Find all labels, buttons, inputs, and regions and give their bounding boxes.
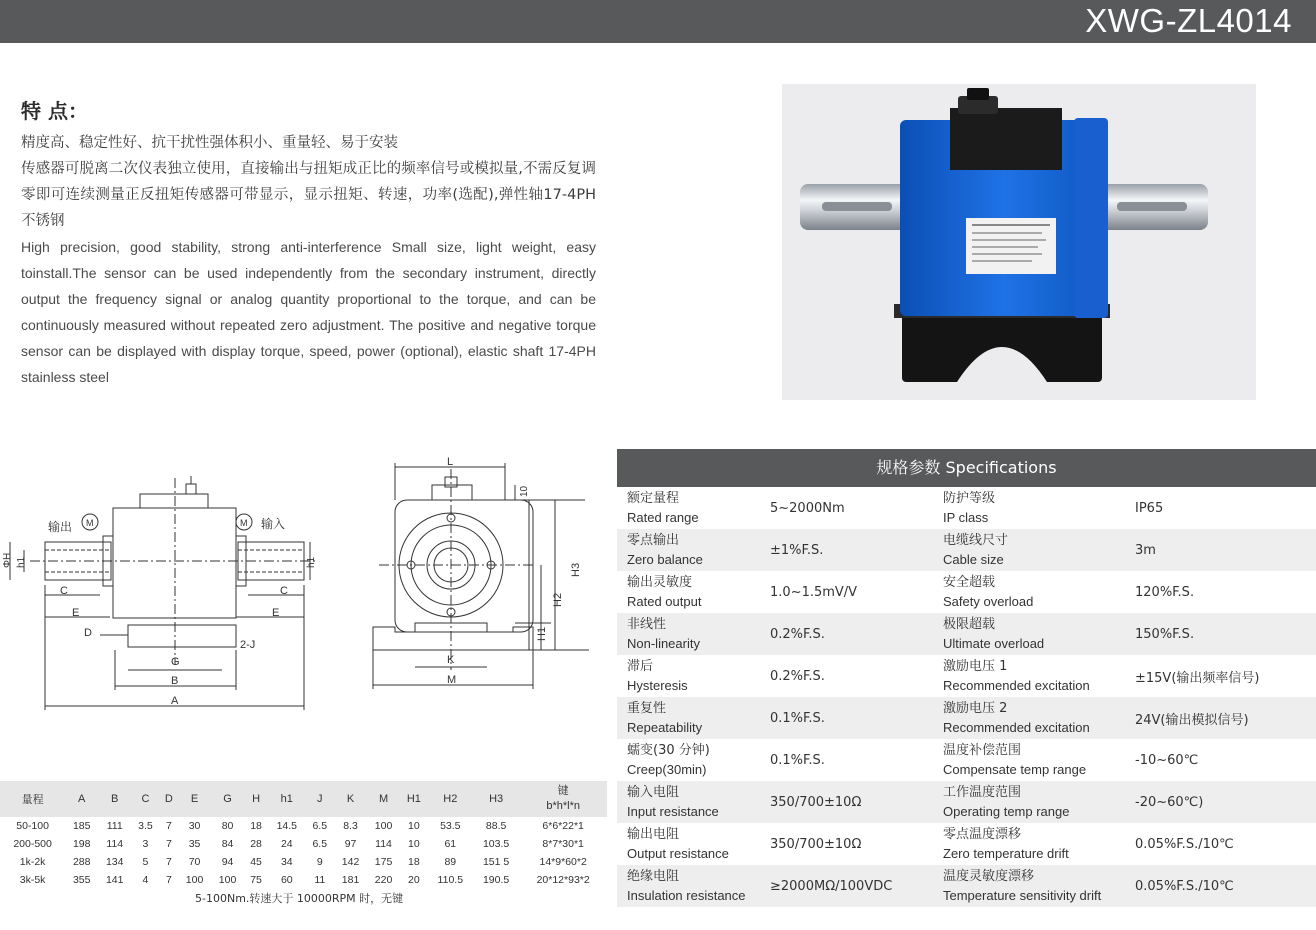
dim-col-B: B: [98, 781, 131, 817]
spec-value: 24V(输出模拟信号): [1135, 712, 1249, 728]
spec-value: 0.1%F.S.: [770, 710, 825, 726]
dim-col-H2: H2: [428, 781, 473, 817]
spec-value: ≥2000MΩ/100VDC: [770, 878, 893, 894]
table-cell: 200-500: [13, 838, 52, 850]
dim-col-M: M: [367, 781, 400, 817]
table-cell: 34: [280, 856, 293, 868]
spec-label: [933, 613, 1135, 655]
output-label: 输出: [48, 520, 73, 534]
dim-L: L: [447, 456, 454, 468]
table-cell: 20: [408, 874, 420, 886]
table-cell: 110.5: [437, 874, 464, 886]
spec-label: [617, 823, 770, 865]
table-cell: 7: [165, 856, 172, 868]
spec-label: [933, 529, 1135, 571]
spec-value: 350/700±10Ω: [770, 794, 862, 810]
spec-value: 0.1%F.S.: [770, 752, 825, 768]
spec-row: [617, 613, 1316, 655]
dim-col-H3: H3: [473, 781, 519, 817]
dim-H2: H2: [552, 592, 564, 607]
spec-value: ±1%F.S.: [770, 542, 824, 558]
features-cn-line: 精度高、稳定性好、抗干扰性强体积小、重量轻、易于安装: [21, 135, 398, 151]
table-cell: 35: [188, 838, 201, 850]
spec-label-cn: 滞后: [627, 659, 654, 674]
dim-10: 10: [519, 485, 530, 497]
table-cell: 134: [105, 856, 124, 868]
spec-label-en: Input resistance: [627, 804, 719, 819]
spec-label: [933, 865, 1135, 907]
spec-value: -10~60℃: [1135, 752, 1199, 768]
spec-label-cn: 蠕变(30 分钟): [627, 743, 710, 758]
dim-col-A: A: [65, 781, 98, 817]
spec-label-en: Temperature sensitivity drift: [943, 888, 1102, 903]
spec-value-cell: [770, 865, 933, 907]
spec-label-cn: 安全超载: [943, 575, 996, 590]
spec-value: 0.2%F.S.: [770, 668, 825, 684]
table-cell: 88.5: [485, 820, 507, 832]
specifications-table: [617, 487, 1316, 907]
table-cell: 7: [165, 874, 172, 886]
spec-label-en: Recommended excitation: [943, 678, 1090, 693]
spec-row: [617, 781, 1316, 823]
dim-col-H1: H1: [400, 781, 428, 817]
dim-key-subheader: b*h*l*n: [546, 800, 580, 812]
table-cell: 3.5: [138, 820, 153, 832]
spec-label: [617, 655, 770, 697]
spec-row: [617, 529, 1316, 571]
spec-value-cell: [1135, 571, 1316, 613]
spec-value: 150%F.S.: [1135, 626, 1195, 642]
table-row: [0, 835, 607, 853]
spec-label: [933, 823, 1135, 865]
spec-label: [617, 865, 770, 907]
spec-label-cn: 零点温度漂移: [943, 827, 1022, 842]
table-cell: 181: [341, 874, 360, 886]
table-cell: 24: [280, 838, 293, 850]
spec-label-cn: 激励电压 1: [943, 659, 1008, 674]
spec-label: [933, 739, 1135, 781]
spec-row: [617, 655, 1316, 697]
spec-value-cell: [770, 571, 933, 613]
table-cell: 6*6*22*1: [542, 820, 584, 832]
dim-H1: H1: [536, 626, 548, 641]
svg-text:M: M: [240, 518, 248, 528]
table-cell: 100: [218, 874, 237, 886]
table-cell: 114: [375, 838, 392, 850]
dim-col-range: 量程: [0, 781, 65, 817]
spec-label-en: Creep(30min): [627, 762, 707, 777]
table-cell: 141: [105, 874, 124, 886]
dim-A: A: [171, 695, 179, 707]
table-cell: 6.5: [312, 838, 328, 850]
spec-label-cn: 防护等级: [943, 491, 996, 506]
spec-label-cn: 额定量程: [627, 491, 680, 506]
spec-value: 0.05%F.S./10℃: [1135, 836, 1234, 852]
table-cell: 11: [314, 874, 326, 886]
spec-label-en: Safety overload: [943, 594, 1034, 609]
table-cell: 28: [250, 838, 262, 850]
spec-label-cn: 重复性: [627, 701, 667, 716]
spec-value: 1.0~1.5mV/V: [770, 584, 858, 600]
spec-value-cell: [1135, 739, 1316, 781]
spec-label-en: Rated output: [627, 594, 702, 609]
spec-value: 3m: [1135, 542, 1156, 558]
table-cell: 111: [106, 820, 123, 832]
spec-row: [617, 697, 1316, 739]
table-cell: 4: [142, 874, 149, 886]
input-label: 输入: [261, 517, 286, 531]
dim-col-G: G: [211, 781, 244, 817]
spec-label-cn: 输出灵敏度: [627, 575, 693, 590]
table-cell: 175: [374, 856, 393, 868]
spec-label-en: Rated range: [627, 510, 699, 525]
spec-value: 350/700±10Ω: [770, 836, 862, 852]
spec-value-cell: [1135, 823, 1316, 865]
spec-value-cell: [770, 655, 933, 697]
spec-label-en: Hysteresis: [627, 678, 688, 693]
spec-value-cell: [770, 823, 933, 865]
table-cell: 1k-2k: [19, 856, 46, 868]
spec-value-cell: [1135, 655, 1316, 697]
table-cell: 3: [142, 838, 149, 850]
spec-label: [933, 487, 1135, 529]
spec-row: [617, 865, 1316, 907]
table-cell: 50-100: [16, 820, 49, 832]
dim-col-E: E: [178, 781, 211, 817]
spec-value-cell: [770, 487, 933, 529]
spec-value-cell: [1135, 529, 1316, 571]
spec-label-en: Zero temperature drift: [943, 846, 1069, 861]
spec-label: [617, 739, 770, 781]
table-cell: 6.5: [312, 820, 328, 832]
table-cell: 45: [250, 856, 262, 868]
table-cell: 5: [142, 856, 149, 868]
spec-label-cn: 输出电阻: [627, 827, 680, 842]
spec-label: [617, 697, 770, 739]
table-cell: 190.5: [482, 874, 510, 886]
table-cell: 70: [188, 856, 201, 868]
table-cell: 10: [408, 838, 420, 850]
dim-E-right: E: [272, 607, 280, 619]
spec-label-en: Compensate temp range: [943, 762, 1087, 777]
spec-row: [617, 739, 1316, 781]
table-cell: 10: [408, 820, 420, 832]
spec-label-cn: 输入电阻: [627, 785, 680, 800]
spec-label: [617, 571, 770, 613]
spec-value: 0.2%F.S.: [770, 626, 825, 642]
spec-label: [617, 781, 770, 823]
spec-value: 5~2000Nm: [770, 500, 845, 516]
model-number: XWG-ZL4014: [1085, 2, 1292, 39]
dim-C-right: C: [280, 585, 288, 597]
spec-label-en: Operating temp range: [943, 804, 1070, 819]
table-cell: 53.5: [440, 820, 461, 832]
table-cell: 185: [72, 820, 91, 832]
spec-label: [933, 697, 1135, 739]
dim-col-C: C: [131, 781, 160, 817]
spec-label-cn: 绝缘电阻: [627, 869, 680, 884]
spec-label: [617, 487, 770, 529]
table-cell: 8*7*30*1: [542, 838, 584, 850]
table-cell: 142: [341, 856, 360, 868]
dimension-note: 5-100Nm.转速大于 10000RPM 时，无键: [195, 892, 404, 905]
dim-col-J: J: [306, 781, 335, 817]
dim-C-left: C: [60, 585, 68, 597]
spec-label-en: IP class: [943, 510, 989, 525]
spec-label: [933, 781, 1135, 823]
dim-col-H: H: [244, 781, 268, 817]
dim-col-K: K: [334, 781, 367, 817]
spec-value: -20~60℃): [1135, 794, 1204, 810]
dim-H3: H3: [570, 562, 582, 577]
spec-value-cell: [770, 613, 933, 655]
spec-label: [933, 571, 1135, 613]
spec-value-cell: [770, 529, 933, 571]
table-row: [0, 853, 607, 871]
spec-row: [617, 823, 1316, 865]
table-cell: 8.3: [343, 820, 358, 832]
dimension-header-row: [0, 781, 607, 817]
table-cell: 103.5: [482, 838, 510, 850]
spec-label-en: Cable size: [943, 552, 1004, 567]
table-cell: 288: [72, 856, 91, 868]
spec-value-cell: [770, 697, 933, 739]
spec-label-cn: 极限超载: [943, 617, 996, 632]
dim-col-h1: h1: [268, 781, 305, 817]
dim-B: B: [171, 675, 179, 687]
spec-value: IP65: [1135, 500, 1164, 516]
spec-label-en: Recommended excitation: [943, 720, 1090, 735]
spec-label-cn: 温度补偿范围: [943, 743, 1022, 758]
table-cell: 18: [250, 820, 262, 832]
spec-value: ±15V(输出频率信号): [1135, 670, 1260, 686]
dimension-table: [0, 781, 607, 889]
spec-label: [617, 613, 770, 655]
table-cell: 18: [408, 856, 420, 868]
table-cell: 7: [165, 838, 172, 850]
side-view-drawing: [0, 470, 320, 715]
spec-value-cell: [1135, 697, 1316, 739]
table-cell: 3k-5k: [19, 874, 46, 886]
table-cell: 61: [444, 838, 457, 850]
table-row: [0, 871, 607, 889]
table-cell: 100: [374, 820, 393, 832]
spec-label: [617, 529, 770, 571]
spec-label-en: Ultimate overload: [943, 636, 1045, 651]
spec-label-en: Zero balance: [627, 552, 703, 567]
dimension-table-body: [0, 817, 607, 889]
dim-K: K: [447, 654, 455, 666]
spec-value-cell: [1135, 781, 1316, 823]
table-cell: 60: [280, 874, 293, 886]
features-cn-line: 传感器可脱离二次仪表独立使用，直接输出与扭矩成正比的频率信号或模拟量,不需反复调零即可连续测量正反扭矩传感器可带显示，显示扭矩、转速，功率(选配),弹性轴17-4PH不锈钢: [21, 161, 596, 229]
table-cell: 84: [221, 838, 234, 850]
spec-label-en: Insulation resistance: [627, 888, 746, 903]
front-view-drawing: [365, 455, 595, 695]
dim-2J: 2-J: [240, 639, 256, 651]
product-photo: [782, 84, 1256, 400]
table-row: [0, 817, 607, 835]
table-cell: 220: [374, 874, 393, 886]
spec-label: [933, 655, 1135, 697]
spec-label-cn: 非线性: [627, 617, 667, 632]
dim-col-D: D: [160, 781, 178, 817]
spec-value-cell: [1135, 865, 1316, 907]
torque-sensor-illustration: [782, 84, 1256, 400]
spec-value-cell: [770, 739, 933, 781]
features-english: High precision, good stability, strong anti-interference Small size, light weight, easy toinstall.The sensor can be used independently from the secondary instrument, directly output the frequency signal or analog quantity proportional to the torque, and can be continuously measured without repeated zero adjustment. The positive and negative torque sensor can be displayed with display torque, speed, power (optional), elastic shaft 17-4PH stainless steel: [21, 239, 596, 385]
table-cell: 80: [221, 820, 234, 832]
table-cell: 355: [72, 874, 91, 886]
table-cell: 94: [221, 856, 234, 868]
dim-h1-right: h1: [306, 556, 317, 568]
table-cell: 100: [185, 874, 204, 886]
spec-label-cn: 电缆线尺寸: [943, 533, 1009, 548]
table-cell: 97: [344, 838, 357, 850]
table-cell: 114: [106, 838, 124, 850]
dim-G: G: [171, 656, 180, 668]
table-cell: 75: [250, 874, 262, 886]
spec-value-cell: [1135, 613, 1316, 655]
spec-row: [617, 571, 1316, 613]
spec-value: 120%F.S.: [1135, 584, 1195, 600]
table-cell: 89: [444, 856, 457, 868]
dim-E-left: E: [72, 607, 80, 619]
spec-label-en: Repeatability: [627, 720, 703, 735]
table-cell: 198: [72, 838, 91, 850]
dim-D: D: [84, 627, 92, 639]
spec-value: 0.05%F.S./10℃: [1135, 878, 1234, 894]
spec-label-cn: 温度灵敏度漂移: [943, 869, 1035, 884]
dim-col-key: [519, 781, 607, 817]
table-cell: 20*12*93*2: [536, 874, 590, 886]
spec-label-en: Non-linearity: [627, 636, 700, 651]
table-cell: 9: [316, 856, 323, 868]
dim-h1-left: h1: [16, 556, 27, 568]
specifications-title: 规格参数 Specifications: [617, 449, 1316, 487]
dim-M: M: [447, 674, 457, 686]
table-cell: 151 5: [482, 856, 510, 868]
spec-label-cn: 激励电压 2: [943, 701, 1008, 716]
dim-phiH-left: ΦH: [2, 552, 13, 568]
spec-row: [617, 487, 1316, 529]
table-cell: 14*9*60*2: [539, 856, 587, 868]
table-cell: 14.5: [276, 820, 297, 832]
specifications-table-body: [617, 487, 1316, 907]
header-bar: [0, 0, 1316, 43]
table-cell: 30: [188, 820, 201, 832]
spec-value-cell: [770, 781, 933, 823]
svg-text:M: M: [86, 518, 94, 528]
features-title: 特 点：: [21, 99, 88, 123]
features-chinese: [21, 130, 596, 234]
spec-label-cn: 工作温度范围: [943, 785, 1022, 800]
dim-key-header: 键: [557, 785, 569, 797]
spec-label-en: Output resistance: [627, 846, 729, 861]
table-cell: 7: [165, 820, 172, 832]
spec-label-cn: 零点输出: [627, 533, 680, 548]
spec-value-cell: [1135, 487, 1316, 529]
